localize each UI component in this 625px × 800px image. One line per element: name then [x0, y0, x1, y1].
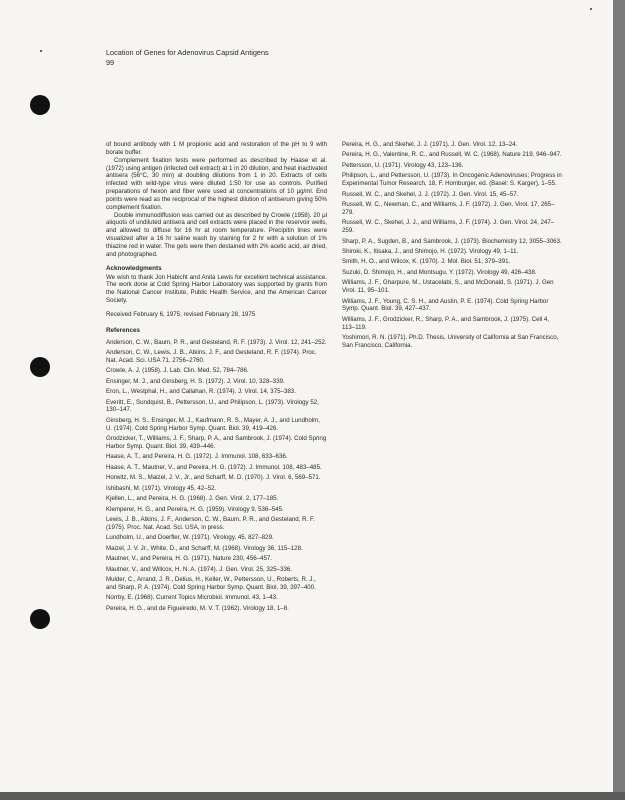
reference-entry: Yoshimori, R. N. (1971). Ph.D. Thesis, University of California at San Francisco, San Francisco, California.	[342, 334, 559, 350]
reference-entry: Haase, A. T., and Pereira, H. G. (1972). J. Immunol. 108, 633–636.	[106, 453, 288, 461]
reference-entry: Anderson, C. W., Baum, P. R., and Gesteland, R. F. (1973). J. Virol. 12, 241–252.	[106, 338, 327, 346]
reference-entry: Ensinger, M. J., and Ginsberg, H. S. (1972). J. Virol. 10, 328–339.	[106, 377, 285, 385]
references-list-left	[106, 339, 327, 613]
reference-entry: Lewis, J. B., Atkins, J. F., Anderson, C. W., Baum, P. R., and Gesteland, R. F. (1975). Proc. Nat. Acad. Sci. USA, in press.	[106, 516, 315, 531]
reference-entry: Russell, W. C., and Skehel, J. J. (1972). J. Gen. Virol. 15, 45–57.	[342, 190, 519, 198]
reference-entry: Horwitz, M. S., Maizel, J. V., Jr., and Scharff, M. D. (1970). J. Virol. 6, 569–571.	[106, 474, 321, 482]
reference-entry: Norrby, E. (1968). Current Topics Microbiol. Immunol. 43, 1–43.	[106, 594, 278, 602]
body-paragraph: Complement fixation tests were performed as described by Haase et al. (1972) using antigen (infected cell extract) at 1 in 20 dilution, and heat inactivated antisera (56°C, 30 min) at doubling dilutions from 1 in 20. Extracts of cells infected with wild-type virus were diluted 1:50 for use as controls. Purified preparations of hexon and fiber were used at concentrations of 10 μg/ml. End points were read as the reciprocal of the highest dilution of antiserum giving 50% complement fixation.	[106, 156, 327, 211]
reference-entry: Mautner, V., and Pereira, H. G. (1971). Nature 230, 456–457.	[106, 555, 273, 563]
received-dates: Received February 6, 1975; revised February 28, 1975	[106, 310, 256, 318]
reference-entry: Pereira, H. G., Valentine, R. C., and Russell, W. C. (1968). Nature 219, 946–947.	[342, 151, 562, 159]
page-number: 99	[106, 57, 115, 67]
reference-entry: Pereira, H. G., and Skehel, J. J. (1971). J. Gen. Virol. 12, 13–24.	[342, 141, 518, 148]
reference-entry: Russell, W. C., Newman, C., and Williams, J. F. (1972). J. Gen. Virol. 17, 265–279.	[342, 201, 555, 216]
reference-entry: Klemperer, H. G., and Pereira, H. G. (1959). Virology 9, 536–545.	[106, 505, 284, 513]
reference-entry: Sharp, P. A., Sugden, B., and Sambrook, J. (1973). Biochemistry 12, 3055–3063.	[342, 237, 562, 245]
reference-entry: Williams, J. F., Young, C. S. H., and Austin, P. E. (1974). Cold Spring Harbor Symp. Quant. Biol. 39, 427–437.	[342, 297, 549, 313]
reference-entry: Anderson, C. W., Lewis, J. B., Atkins, J. F., and Gesteland, R. F. (1974). Proc. Nat. Acad. Sci. USA 71, 2756–2760.	[106, 349, 317, 364]
binder-hole	[30, 357, 50, 377]
running-title: Location of Genes for Adenovirus Capsid Antigens	[106, 48, 269, 57]
reference-entry: Shiroki, K., Itisaka, J., and Shimojo, H. (1972). Virology 49, 1–11.	[342, 248, 519, 256]
reference-entry: Lundholm, U., and Doerfler, W. (1971). Virology, 45, 827–829.	[106, 534, 274, 542]
reference-entry: Ishibashi, M. (1971). Virology 45, 42–52.	[106, 484, 217, 492]
reference-entry: Grodzicker, T., Williams, J. F., Sharp, P. A., and Sambrook, J. (1974). Cold Spring Harbor Symp. Quant. Biol. 39, 439–446.	[106, 435, 327, 450]
reference-entry: Smith, H. O., and Wilcox, K. (1970). J. Mol. Biol. 51, 379–391.	[342, 258, 511, 266]
running-header	[106, 48, 269, 67]
reference-entry: Crowle, A. J. (1958). J. Lab. Clin. Med. 52, 784–786.	[106, 367, 249, 375]
reference-entry: Pettersson, U. (1971). Virology 43, 123–136.	[342, 161, 464, 169]
reference-entry: Mautner, V., and Willcox, H. N. A. (1974). J. Gen. Virol. 25, 325–336.	[106, 565, 293, 573]
reference-entry: Pereira, H. G., and de Figueiredo, M. V. T. (1962). Virology 18, 1–8.	[106, 604, 289, 612]
reference-entry: Suzuki, D. Shimojo, H., and Montsugu, Y. (1972). Virology 49, 426–438.	[342, 268, 537, 276]
reference-entry: Eron, L., Westphal, H., and Callahan, R. (1974). J. Virol. 14, 375–383.	[106, 388, 296, 396]
reference-entry: Williams, J. F., Grodzicker, R., Sharp, P. A., and Sambrook, J. (1975). Cell 4, 113–119.	[342, 315, 550, 331]
speck-mark	[590, 8, 592, 10]
acknowledgments-text: We wish to thank Jon Habicht and Anita Lewis for excellent technical assistance. The work done at Cold Spring Harbor Laboratory was supported by grants from the National Cancer Institute, Public Health Service, and the American Cancer Society.	[106, 273, 327, 305]
reference-entry: Haase, A. T., Mautner, V., and Pereira, H. G. (1972). J. Immunol. 108, 483–485.	[106, 463, 322, 471]
scan-margin-bottom	[0, 792, 625, 800]
reference-entry: Russell, W. C., Skehel, J. J., and Williams, J. F. (1974). J. Gen. Virol. 24, 247–259.	[342, 219, 555, 235]
reference-entry: Mulder, C., Arrand, J. R., Delius, H., Keller, W., Pettersson, U., Roberts, R. J., and Sharp, P. A. (1974). Cold Spring Harbor Symp. Quant. Biol. 39, 397–400.	[106, 576, 316, 591]
reference-entry: Kjellen, L., and Pereira, H. G. (1968). J. Gen. Virol. 2, 177–185.	[106, 495, 279, 503]
references-list-right	[342, 141, 563, 350]
speck-mark	[40, 50, 42, 52]
left-column	[106, 141, 327, 615]
reference-entry: Williams, J. F., Gharpure, M., Ustacelabi, S., and McDonald, S. (1971). J. Gen Virol. 11, 95–101.	[342, 279, 554, 295]
right-column	[342, 141, 563, 352]
references-heading: References	[106, 326, 140, 334]
scan-margin-right	[613, 0, 625, 800]
binder-hole	[30, 609, 50, 629]
reference-entry: Philipson, L., and Pettersson, U. (1973). In Oncogenic Adenoviruses; Progress in Experimental Tumor Research, 18, F. Homburger, ed. (Basel: S. Karger), 1–55.	[342, 172, 562, 188]
acknowledgments-heading: Acknowledgments	[106, 264, 162, 272]
binder-hole	[30, 95, 50, 115]
body-paragraph: Double immunodiffusion was carried out as described by Crowle (1958). 20 μl aliquots of undiluted antisera and cell extracts were placed in the reservoir wells, and allowed to diffuse for 16 hr at room temperature. Precipitin lines were visualized after a 16 hr saline wash by staining for 2 hr with a solution of 1% thiazine red in water. The gels were then destained with 2% acetic acid, air dried, and photographed.	[106, 211, 327, 258]
body-paragraph: of bound antibody with 1 M propionic acid and restoration of the pH to 9 with borate buffer.	[106, 141, 327, 156]
reference-entry: Everitt, E., Sundquist, B., Pettersson, U., and Philipson, L. (1973). Virology 52, 130–147.	[106, 398, 319, 414]
reference-entry: Maizel, J. V. Jr., White, D., and Scharff, M. (1968). Virology 36, 115–128.	[106, 544, 303, 552]
reference-entry: Ginsberg, H. S., Ensinger, M. J., Kaufmann, R. S., Mayer, A. J., and Lundholm, U. (1974). Cold Spring Harbor Symp. Quant. Biol. 39, 419–426.	[106, 416, 320, 432]
